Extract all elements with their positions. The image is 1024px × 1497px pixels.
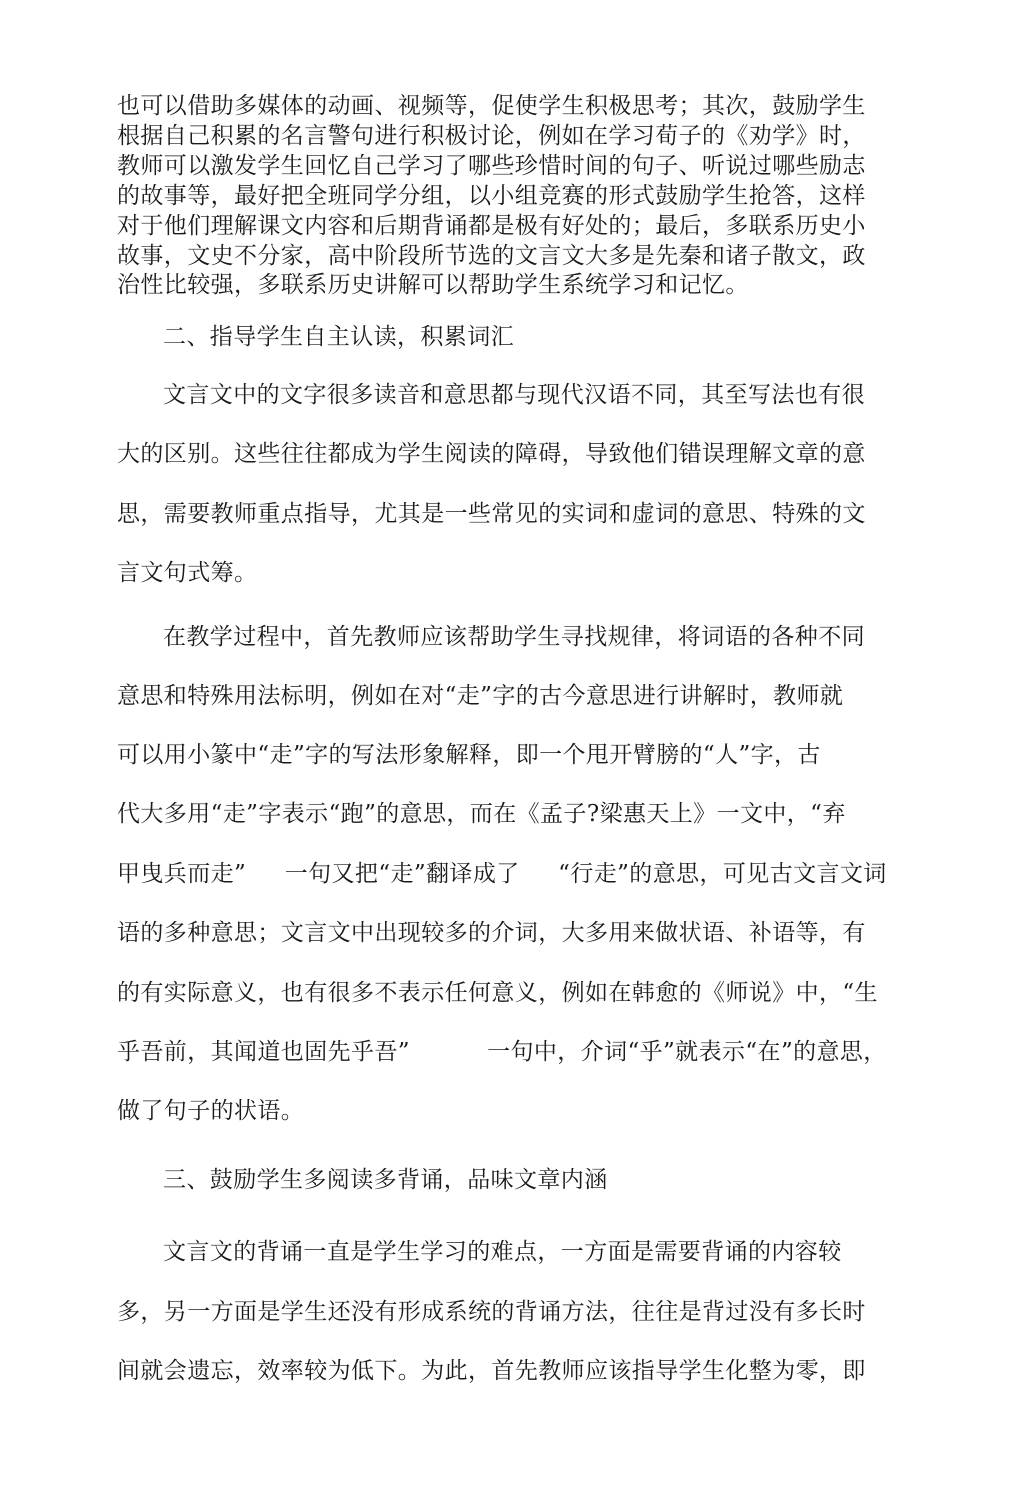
paragraph-line: 教师可以激发学生回忆自己学习了哪些珍惜时间的句子、听说过哪些励志 bbox=[117, 153, 866, 179]
paragraph-line: 也可以借助多媒体的动画、视频等，促使学生积极思考；其次，鼓励学生 bbox=[117, 93, 866, 119]
paragraph-line: 根据自己积累的名言警句进行积极讨论，例如在学习荀子的《劝学》时， bbox=[117, 123, 866, 149]
paragraph-line: 故事，文史不分家，高中阶段所节选的文言文大多是先秦和诸子散文，政 bbox=[117, 243, 866, 269]
paragraph-line: 的有实际意义，也有很多不表示任何意义，例如在韩愈的《师说》中，“生 bbox=[117, 980, 878, 1006]
paragraph-line: 大的区别。这些往往都成为学生阅读的障碍，导致他们错误理解文章的意 bbox=[117, 441, 866, 467]
paragraph-line: 乎吾前，其闻道也固先乎吾” 一句中，介词“乎”就表示“在”的意思， bbox=[117, 1039, 887, 1065]
paragraph-line: 意思和特殊用法标明，例如在对“走”字的古今意思进行讲解时，教师就 bbox=[117, 683, 844, 709]
paragraph-line: 在教学过程中，首先教师应该帮助学生寻找规律，将词语的各种不同 bbox=[163, 624, 865, 650]
paragraph-line: 文言文中的文字很多读音和意思都与现代汉语不同，其至写法也有很 bbox=[163, 382, 865, 408]
paragraph-line: 代大多用“走”字表示“跑”的意思，而在《孟子?梁惠天上》一文中，“弃 bbox=[117, 801, 846, 827]
paragraph-line: 对于他们理解课文内容和后期背诵都是极有好处的；最后，多联系历史小 bbox=[117, 213, 866, 239]
paragraph-line: 甲曳兵而走” 一句又把“走”翻译成了 “行走”的意思，可见古文言文词 bbox=[117, 861, 887, 887]
paragraph-line: 多，另一方面是学生还没有形成系统的背诵方法，往往是背过没有多长时 bbox=[117, 1299, 866, 1325]
paragraph-line: 治性比较强，多联系历史讲解可以帮助学生系统学习和记忆。 bbox=[117, 272, 749, 298]
paragraph-line: 的故事等，最好把全班同学分组，以小组竞赛的形式鼓励学生抢答，这样 bbox=[117, 183, 866, 209]
section-heading: 三、鼓励学生多阅读多背诵，品味文章内涵 bbox=[163, 1167, 608, 1193]
paragraph-line: 可以用小篆中“走”字的写法形象解释，即一个甩开臂膀的“人”字，古 bbox=[117, 742, 821, 768]
paragraph-line: 语的多种意思；文言文中出现较多的介词，大多用来做状语、补语等，有 bbox=[117, 920, 866, 946]
paragraph-line: 文言文的背诵一直是学生学习的难点，一方面是需要背诵的内容较 bbox=[163, 1239, 842, 1265]
paragraph-line: 言文句式筹。 bbox=[117, 560, 258, 586]
section-heading: 二、指导学生自主认读，积累词汇 bbox=[163, 324, 514, 350]
paragraph-line: 做了句子的状语。 bbox=[117, 1098, 305, 1124]
paragraph-line: 间就会遗忘，效率较为低下。为此，首先教师应该指导学生化整为零，即 bbox=[117, 1358, 866, 1384]
paragraph-line: 思，需要教师重点指导，尤其是一些常见的实词和虚词的意思、特殊的文 bbox=[117, 501, 866, 527]
